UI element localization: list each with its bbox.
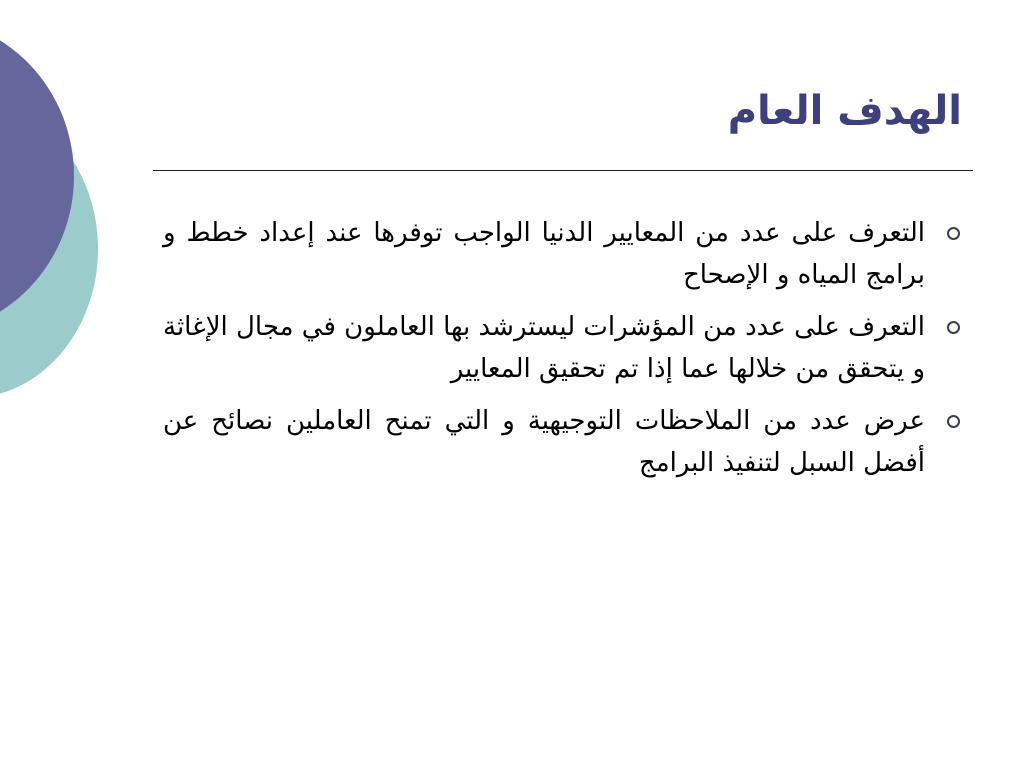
bullet-item (163, 400, 963, 484)
hollow-circle-icon (947, 227, 960, 240)
title-divider (153, 170, 973, 171)
bullet-text: التعرف على عدد من المعايير الدنيا الواجب توفرها عند إعداد خطط و برامج المياه و الإصحاح (163, 218, 925, 290)
slide-title: الهدف العام (727, 88, 962, 134)
bullet-list (163, 212, 963, 494)
bullet-item (163, 212, 963, 296)
hollow-circle-icon (947, 321, 960, 334)
bullet-text: التعرف على عدد من المؤشرات ليسترشد بها العاملون في مجال الإغاثة و يتحقق من خلالها عما إذا تم تحقيق المعايير (163, 312, 925, 384)
bullet-item (163, 306, 963, 390)
bullet-text: عرض عدد من الملاحظات التوجيهية و التي تمنح العاملين نصائح عن أفضل السبل لتنفيذ البرامج (163, 406, 925, 478)
hollow-circle-icon (947, 415, 960, 428)
